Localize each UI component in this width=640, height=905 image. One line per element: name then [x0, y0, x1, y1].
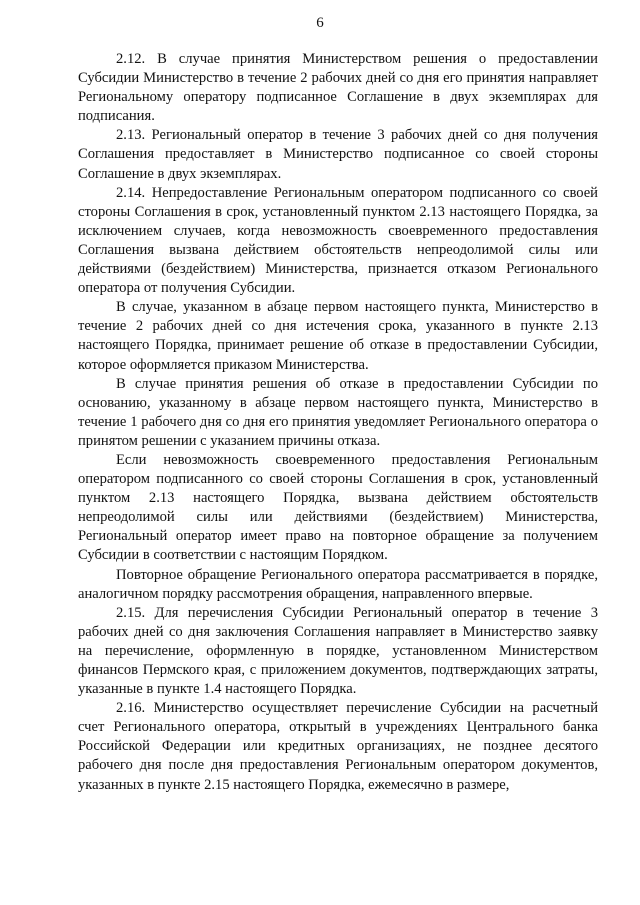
page-number: 6: [316, 15, 324, 31]
paragraph-2-13: 2.13. Региональный оператор в течение 3 рабочих дней со дня получения Соглашения предоставляет в Министерство подписанное со своей стороны Соглашение в двух экземплярах.: [78, 127, 598, 182]
paragraph-2-16: 2.16. Министерство осуществляет перечисление Субсидии на расчетный счет Регионального оператора, открытый в учреждениях Центрального банка Российской Федерации или кредитных организациях, не позднее десятого рабочего дня после дня предоставления Региональным оператором документов, указанных в пункте 2.15 настоящего Порядка, ежемесячно в размере,: [78, 700, 598, 793]
document-body: [78, 50, 598, 795]
paragraph-2-14-refusal-decision: В случае, указанном в абзаце первом настоящего пункта, Министерство в течение 2 рабочих дней со дня истечения срока, указанного в пункте 2.13 настоящего Порядка, принимает решение об отказе в предоставлении Субсидии, которое оформляется приказом Министерства.: [78, 299, 598, 373]
paragraph-2-14: 2.14. Непредоставление Региональным оператором подписанного со своей стороны Соглашения в срок, установленный пунктом 2.13 настоящего Порядка, за исключением случаев, когда невозможность своевременного предоставления Соглашения вызвана действием обстоятельств непреодолимой силы или действиями (бездействием) Министерства, признается отказом Регионального оператора от получения Субсидии.: [78, 184, 598, 297]
paragraph-2-12: 2.12. В случае принятия Министерством решения о предоставлении Субсидии Министерство в течение 2 рабочих дней со дня его принятия направляет Региональному оператору подписанное Соглашение в двух экземплярах для подписания.: [78, 51, 598, 125]
paragraph-2-14-repeat-application: Повторное обращение Регионального оператора рассматривается в порядке, аналогичном порядку рассмотрения обращения, направленного впервые.: [78, 566, 598, 602]
paragraph-2-14-notification: В случае принятия решения об отказе в предоставлении Субсидии по основанию, указанному в абзаце первом настоящего пункта, Министерство в течение 1 рабочего дня со дня его принятия уведомляет Регионального оператора о принятом решении с указанием причины отказа.: [78, 375, 598, 449]
paragraph-2-14-force-majeure: Если невозможность своевременного предоставления Региональным оператором подписанного со своей стороны Соглашения в срок, установленный пунктом 2.13 настоящего Порядка, вызвана действием обстоятельств непреодолимой силы или действиями (бездействием) Министерства, Региональный оператор имеет право на повторное обращение за получением Субсидии в соответствии с настоящим Порядком.: [78, 451, 598, 564]
paragraph-2-15: 2.15. Для перечисления Субсидии Региональный оператор в течение 3 рабочих дней со дня заключения Соглашения направляет в Министерство заявку на перечисление, оформленную в порядке, установленном Министерством финансов Пермского края, с приложением документов, подтверждающих затраты, указанные в пункте 1.4 настоящего Порядка.: [78, 604, 598, 698]
